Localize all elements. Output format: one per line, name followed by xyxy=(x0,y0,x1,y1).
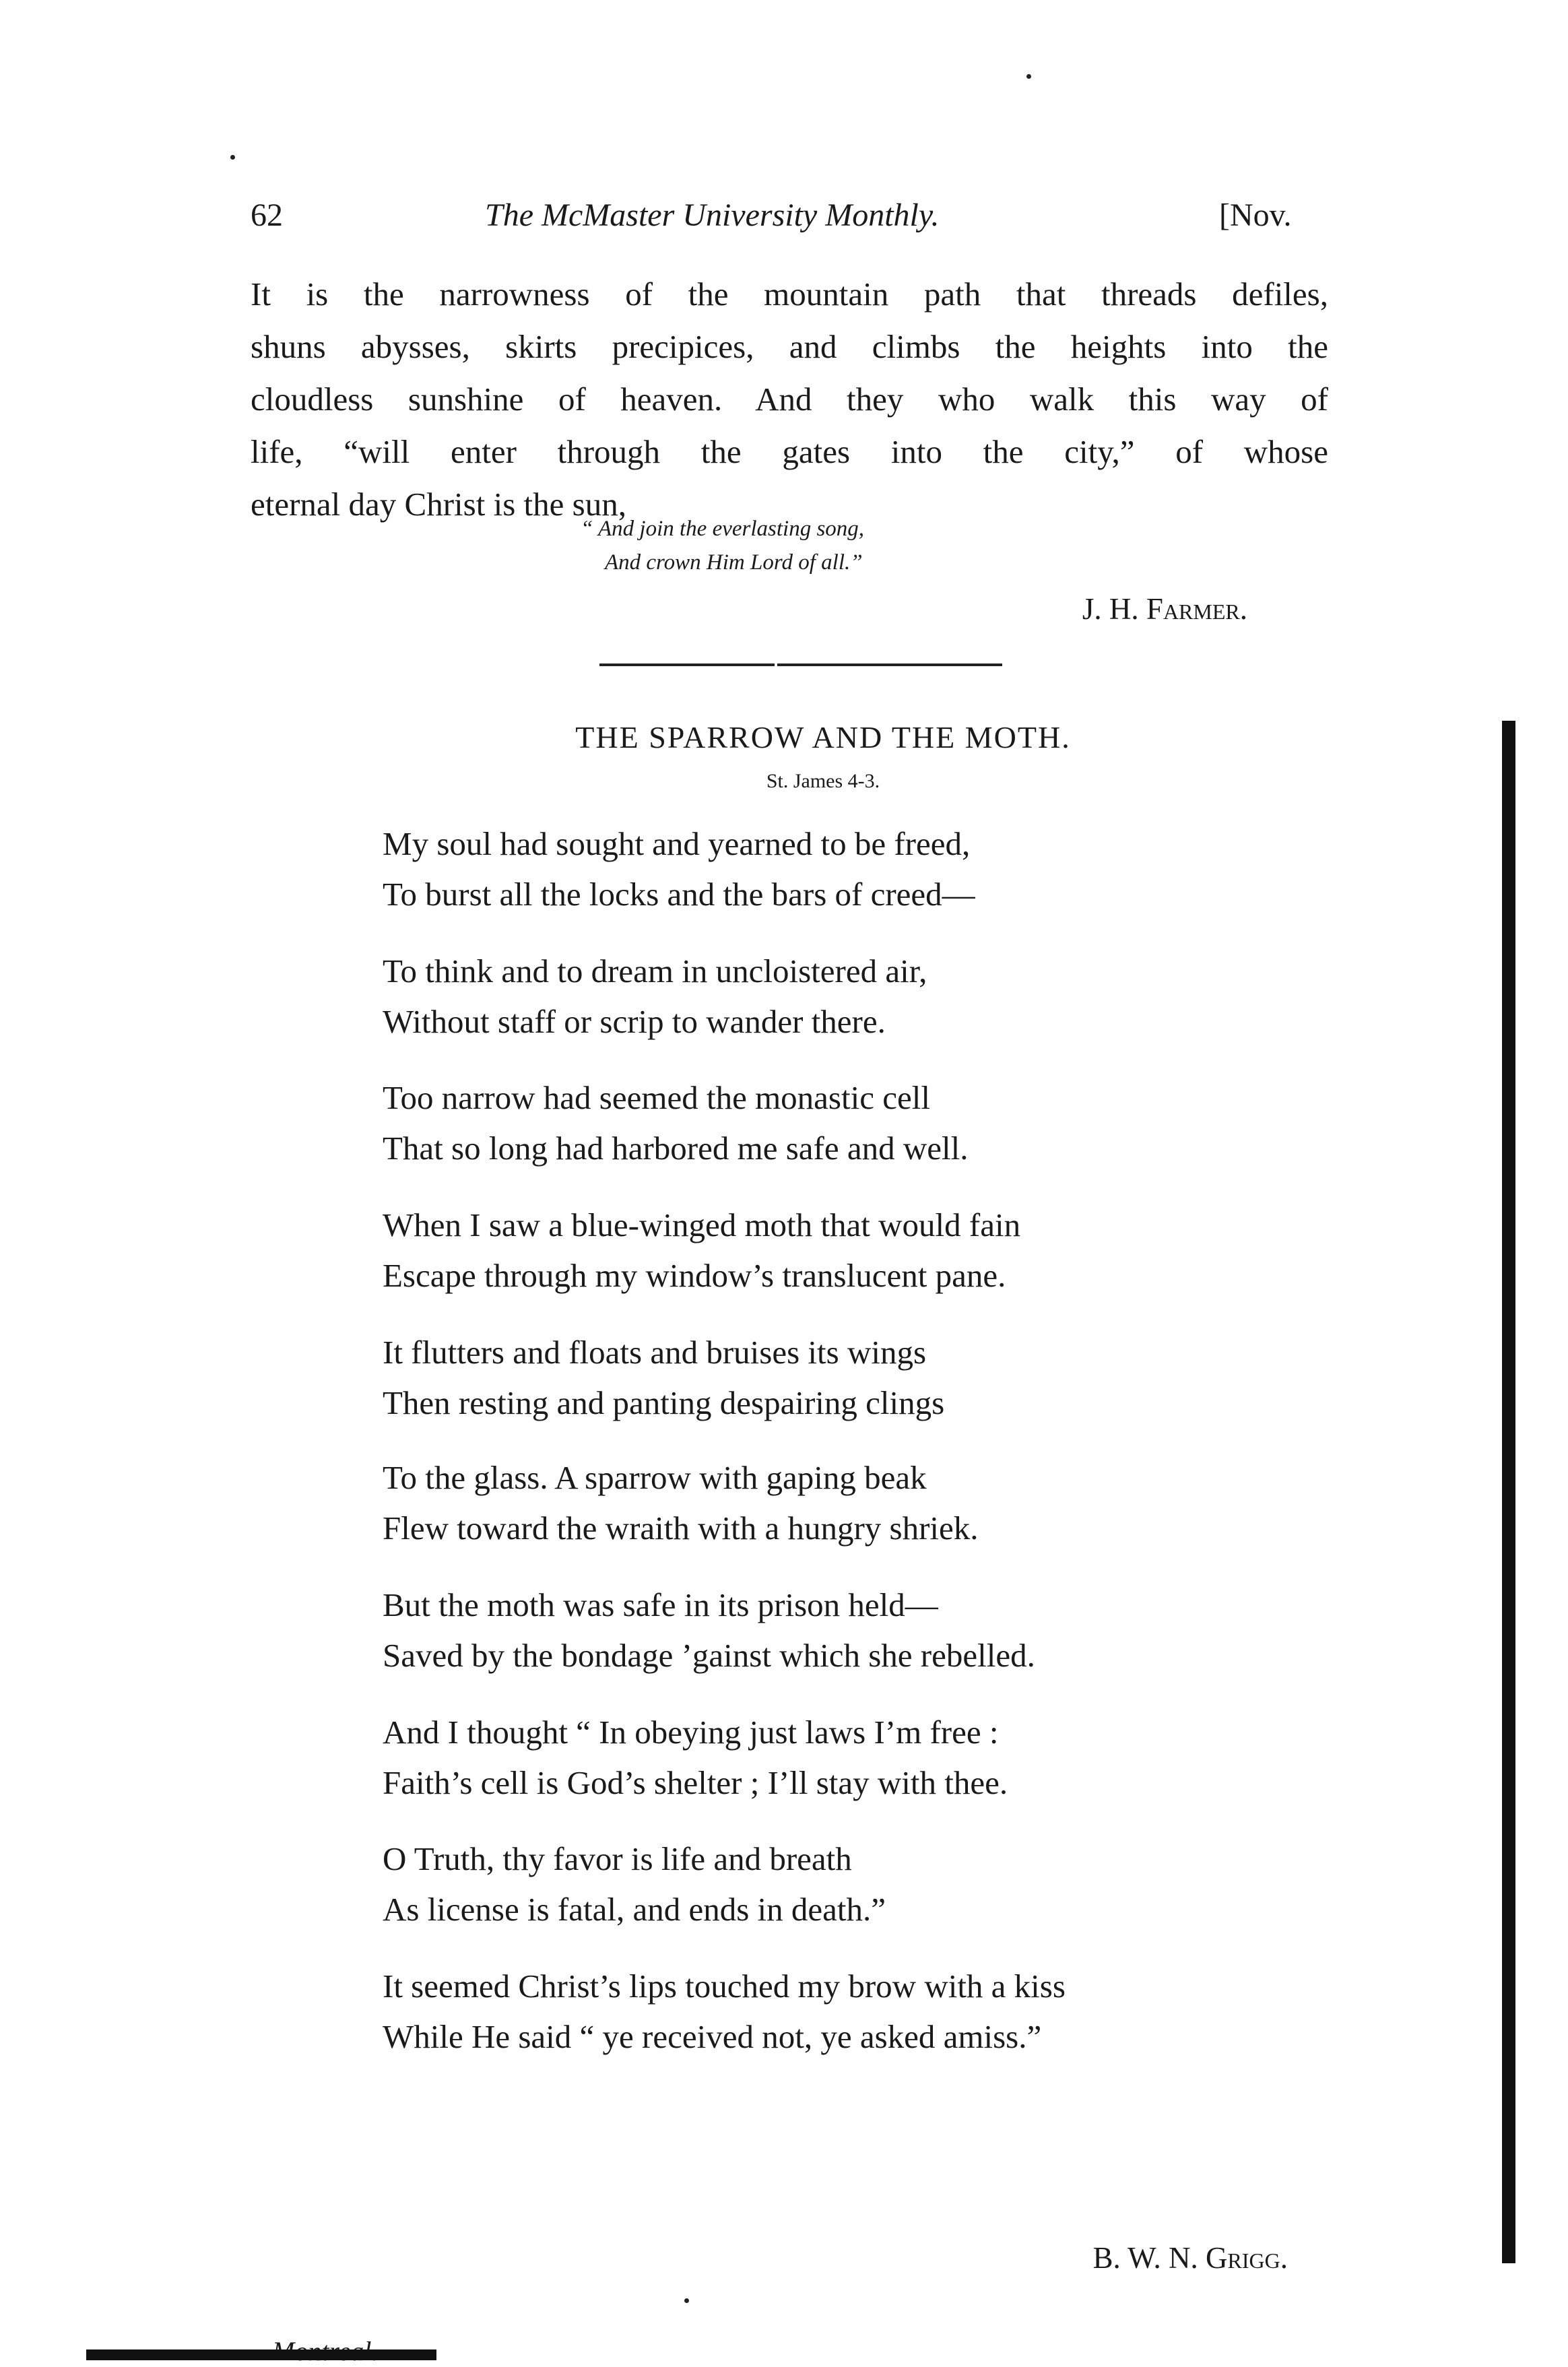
separator-rule xyxy=(777,663,1002,666)
poem-line: To burst all the locks and the bars of creed— xyxy=(383,876,975,913)
scan-edge-shadow xyxy=(1502,721,1515,2263)
poem-stanza xyxy=(383,1961,1066,2062)
poem-line: It flutters and floats and bruises its wings xyxy=(383,1334,927,1371)
poem-line: Too narrow had seemed the monastic cell xyxy=(383,1079,930,1116)
scan-speck xyxy=(684,2298,689,2303)
poem-author-signature: B. W. N. Grigg. xyxy=(1092,2241,1288,2275)
scan-bottom-bar xyxy=(86,2349,436,2360)
poem-stanza xyxy=(383,1200,1020,1301)
poem-line: To the glass. A sparrow with gaping beak xyxy=(383,1459,927,1496)
prose-line: shuns abysses, skirts precipices, and climbs the heights into the xyxy=(251,328,1328,365)
prose-line: It is the narrowness of the mountain path that threads defiles, xyxy=(251,275,1328,313)
poem-stanza xyxy=(383,1707,1008,1808)
prose-paragraph xyxy=(251,268,1328,531)
poem-line: Then resting and panting despairing clings xyxy=(383,1384,945,1421)
poem-line: As license is fatal, and ends in death.” xyxy=(383,1891,886,1928)
poem-stanza xyxy=(383,1072,968,1173)
poem-line: When I saw a blue-winged moth that would fain xyxy=(383,1206,1021,1243)
hymn-quote xyxy=(581,512,864,579)
scan-speck xyxy=(230,155,235,160)
prose-line: cloudless sunshine of heaven. And they who walk this way of xyxy=(251,381,1328,418)
issue-month: [Nov. xyxy=(1219,197,1292,233)
quote-line: And crown Him Lord of all.” xyxy=(605,550,863,575)
author-signature: J. H. Farmer. xyxy=(1082,592,1247,626)
poem-line: My soul had sought and yearned to be freed, xyxy=(383,825,971,862)
poem-line: Saved by the bondage ’gainst which she rebelled. xyxy=(383,1637,1035,1674)
poem-line: O Truth, thy favor is life and breath xyxy=(383,1840,852,1877)
prose-line: eternal day Christ is the sun, xyxy=(251,486,626,523)
poem-stanza xyxy=(383,946,927,1047)
poem-title: THE SPARROW AND THE MOTH. xyxy=(575,720,1071,754)
poem-stanza xyxy=(383,1580,1035,1681)
poem-stanza xyxy=(383,1327,944,1428)
poem-line: Flew toward the wraith with a hungry shriek. xyxy=(383,1510,979,1547)
poem-stanza xyxy=(383,1452,979,1553)
poem-scripture-reference: St. James 4-3. xyxy=(766,770,880,792)
poem-line: That so long had harbored me safe and well. xyxy=(383,1130,969,1167)
poem-line: But the moth was safe in its prison held— xyxy=(383,1586,938,1623)
poem-line: Escape through my window’s translucent pane. xyxy=(383,1257,1006,1294)
journal-title: The McMaster University Monthly. xyxy=(485,197,940,233)
poem-stanza xyxy=(383,818,975,919)
poem-line: Faith’s cell is God’s shelter ; I’ll stay with thee. xyxy=(383,1764,1008,1801)
poem-line: And I thought “ In obeying just laws I’m free : xyxy=(383,1714,999,1751)
poem-line: While He said “ ye received not, ye asked amiss.” xyxy=(383,2018,1042,2055)
poem-line: To think and to dream in uncloistered air, xyxy=(383,952,927,990)
poem-stanza xyxy=(383,1834,886,1935)
poem-line: It seemed Christ’s lips touched my brow with a kiss xyxy=(383,1968,1066,2005)
separator-rule xyxy=(599,663,775,666)
quote-line: “ And join the everlasting song, xyxy=(581,517,865,541)
prose-line: life, “will enter through the gates into the city,” of whose xyxy=(251,433,1328,470)
scan-speck xyxy=(1026,74,1031,79)
poem-line: Without staff or scrip to wander there. xyxy=(383,1003,886,1040)
page-number: 62 xyxy=(251,197,283,233)
